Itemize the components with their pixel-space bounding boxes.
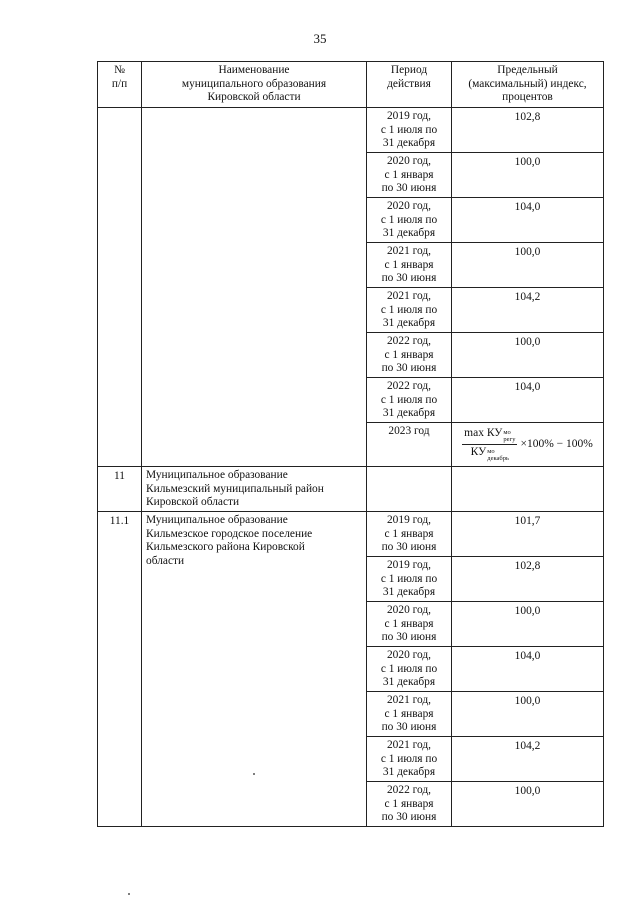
header-period [367, 62, 452, 108]
period-line: 31 декабря [382, 317, 436, 329]
scan-speck [128, 893, 130, 895]
name-line: Кильмезского района Кировской [146, 541, 305, 553]
formula-denominator [469, 445, 511, 462]
period-line: с 1 июля по [380, 123, 438, 136]
period-cell [367, 198, 452, 243]
index-value: 104,0 [452, 647, 604, 692]
period-cell [367, 423, 452, 467]
period-cell [367, 288, 452, 333]
period-line: по 30 июня [381, 272, 437, 284]
formula-text: max КУ [464, 427, 503, 439]
period-line: с 1 июля по [380, 752, 438, 765]
period-cell [367, 512, 452, 557]
period-line: 2020 год, [386, 604, 432, 616]
period-line: по 30 июня [381, 631, 437, 643]
index-value: 102,8 [452, 557, 604, 602]
index-value: 100,0 [452, 782, 604, 827]
period-cell [367, 243, 452, 288]
period-line: 31 декабря [382, 137, 436, 149]
index-value: 104,0 [452, 378, 604, 423]
tariff-index-table [97, 61, 604, 827]
index-value: 104,2 [452, 737, 604, 782]
name-line: Кильмезское городское поселение [146, 527, 313, 540]
period-line: с 1 января [384, 258, 434, 271]
formula-sub: регу [503, 435, 516, 443]
index-value: 104,2 [452, 288, 604, 333]
page-number: 35 [313, 31, 327, 46]
header-line: п/п [111, 77, 128, 90]
index-value: 102,8 [452, 108, 604, 153]
period-cell [367, 692, 452, 737]
row-number: 11.1 [98, 512, 142, 827]
name-cell-empty [142, 108, 367, 467]
period-line: 2019 год, [386, 110, 432, 122]
formula-numerator [462, 427, 517, 445]
period-line: с 1 июля по [380, 303, 438, 316]
number-cell-empty [98, 108, 142, 467]
period-line: с 1 января [384, 348, 434, 361]
formula-sup: мо [487, 448, 495, 455]
name-line: Муниципальное образование [146, 514, 288, 526]
header-line: действия [387, 77, 431, 90]
formula-fraction [462, 427, 517, 462]
formula [452, 423, 603, 464]
index-value: 104,0 [452, 198, 604, 243]
period-line: 2021 год, [386, 290, 432, 302]
period-line: с 1 января [384, 527, 434, 540]
period-cell [367, 557, 452, 602]
period-line: 2022 год, [386, 784, 432, 796]
period-line: 2022 год, [386, 380, 432, 392]
header-line: Предельный [497, 64, 558, 76]
scan-speck [253, 773, 255, 775]
name-line: Кильмезский муниципальный район [146, 482, 324, 495]
formula-tail: ×100% − 100% [520, 437, 593, 450]
table-row [98, 108, 604, 153]
index-value: 100,0 [452, 153, 604, 198]
table-row [98, 512, 604, 557]
name-line: области [146, 554, 185, 567]
period-line: с 1 января [384, 797, 434, 810]
table-row-section [98, 467, 604, 512]
period-line: 31 декабря [382, 766, 436, 778]
period-line: 2020 год, [386, 649, 432, 661]
period-cell-empty [367, 467, 452, 512]
header-line: муниципального образования [181, 77, 327, 90]
period-cell [367, 782, 452, 827]
municipality-name [142, 467, 367, 512]
period-line: 31 декабря [382, 227, 436, 239]
index-value: 100,0 [452, 243, 604, 288]
table-header-row [98, 62, 604, 108]
period-line: с 1 июля по [380, 662, 438, 675]
formula-indices [503, 430, 515, 443]
period-cell [367, 153, 452, 198]
period-line: 2021 год, [386, 739, 432, 751]
period-line: 2023 год [388, 425, 430, 437]
index-formula [452, 423, 604, 467]
period-cell [367, 333, 452, 378]
period-line: 2019 год, [386, 514, 432, 526]
formula-sub: декабрь [487, 454, 509, 462]
period-line: по 30 июня [381, 182, 437, 194]
period-line: с 1 июля по [380, 393, 438, 406]
header-line: (максимальный) индекс, [468, 77, 587, 90]
header-name [142, 62, 367, 108]
formula-indices [487, 449, 509, 462]
period-line: с 1 июля по [380, 572, 438, 585]
header-line: Кировской области [207, 91, 301, 103]
header-number [98, 62, 142, 108]
period-line: с 1 июля по [380, 213, 438, 226]
index-value: 101,7 [452, 512, 604, 557]
period-line: 2022 год, [386, 335, 432, 347]
period-line: по 30 июня [381, 811, 437, 823]
period-line: 2021 год, [386, 245, 432, 257]
index-cell-empty [452, 467, 604, 512]
period-cell [367, 647, 452, 692]
index-value: 100,0 [452, 602, 604, 647]
period-line: 31 декабря [382, 407, 436, 419]
period-line: 31 декабря [382, 676, 436, 688]
period-cell [367, 108, 452, 153]
municipality-name [142, 512, 367, 827]
period-line: по 30 июня [381, 362, 437, 374]
period-line: с 1 января [384, 617, 434, 630]
name-line: Кировской области [146, 496, 240, 508]
period-cell [367, 602, 452, 647]
name-line: Муниципальное образование [146, 469, 288, 481]
period-line: с 1 января [384, 168, 434, 181]
period-line: 31 декабря [382, 586, 436, 598]
period-line: 2019 год, [386, 559, 432, 571]
period-line: 2020 год, [386, 200, 432, 212]
header-index [452, 62, 604, 108]
period-cell [367, 737, 452, 782]
period-line: 2020 год, [386, 155, 432, 167]
header-line: Период [390, 64, 428, 76]
row-number: 11 [98, 467, 142, 512]
period-line: с 1 января [384, 707, 434, 720]
formula-sup: мо [503, 429, 511, 436]
period-line: 2021 год, [386, 694, 432, 706]
period-cell [367, 378, 452, 423]
header-line: № [114, 64, 125, 76]
header-line: процентов [502, 91, 553, 103]
header-line: Наименование [218, 64, 290, 76]
period-line: по 30 июня [381, 721, 437, 733]
index-value: 100,0 [452, 333, 604, 378]
period-line: по 30 июня [381, 541, 437, 553]
formula-text: КУ [470, 446, 487, 458]
index-value: 100,0 [452, 692, 604, 737]
